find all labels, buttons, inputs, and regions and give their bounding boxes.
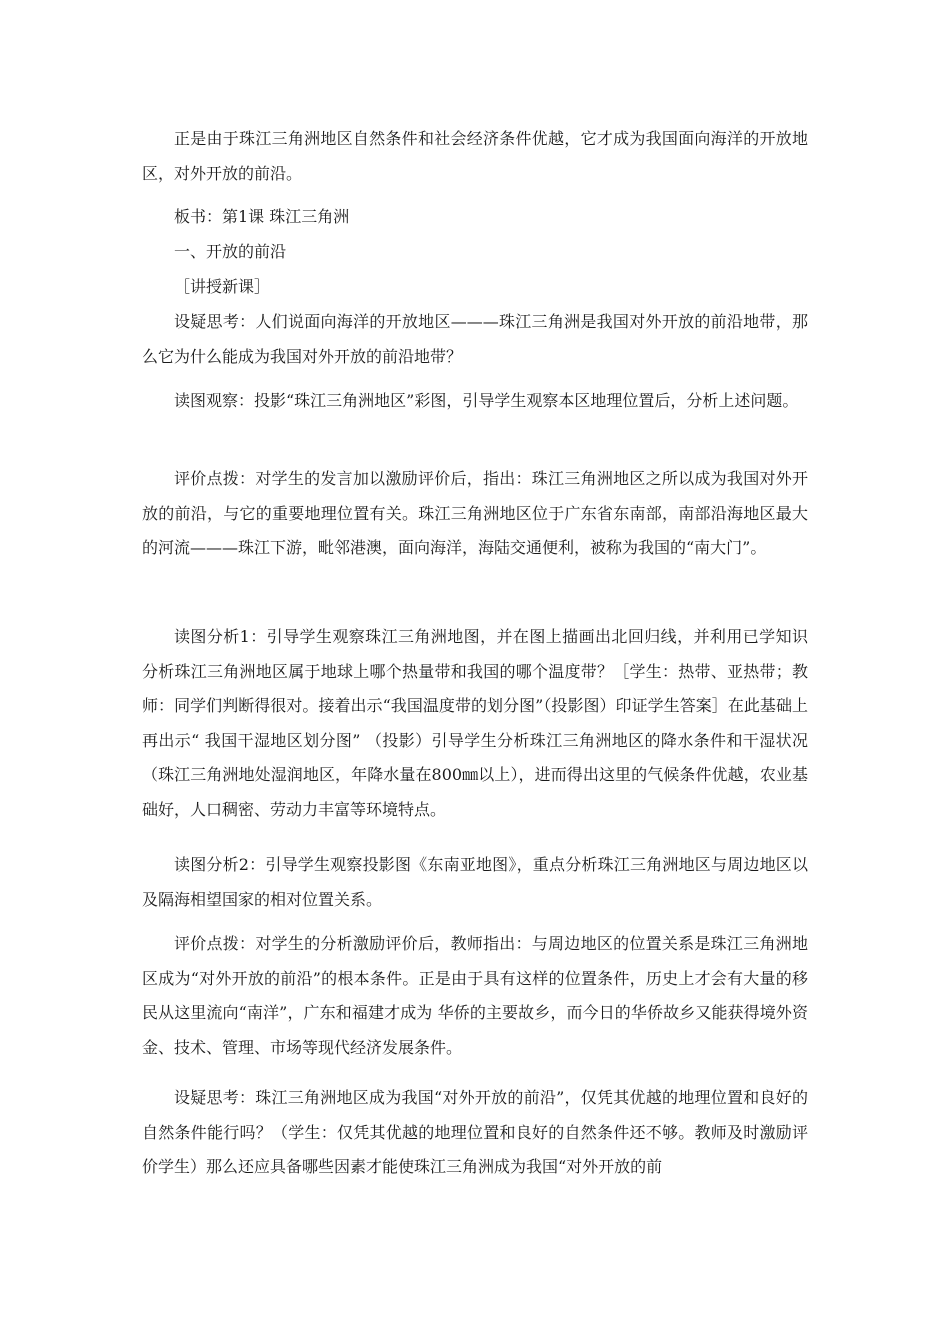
paragraph-map-analysis-2: 读图分析2：引导学生观察投影图《东南亚地图》，重点分析珠江三角洲地区与周边地区以及隔海相望国家的相对位置关系。 xyxy=(142,855,808,909)
paragraph-evaluation-1: 评价点拨：对学生的发言加以激励评价后，指出：珠江三角洲地区之所以成为我国对外开放的前沿，与它的重要地理位置有关。珠江三角洲地区位于广东省东南部，南部沿海地区最大的河流———珠江下游，毗邻港澳，面向海洋，海陆交通便利，被称为我国的“南大门”。 xyxy=(142,469,808,557)
paragraph-question-1: 设疑思考：人们说面向海洋的开放地区———珠江三角洲是我国对外开放的前沿地带，那么它为什么能成为我国对外开放的前沿地带？ xyxy=(142,312,808,366)
paragraph-section-heading: 一、开放的前沿 xyxy=(174,242,287,261)
paragraph-conclusion: 正是由于珠江三角洲地区自然条件和社会经济条件优越，它才成为我国面向海洋的开放地区，对外开放的前沿。 xyxy=(142,129,808,183)
paragraph-new-lesson-label: ［讲授新课］ xyxy=(174,277,271,296)
paragraph-map-observation: 读图观察：投影“珠江三角洲地区”彩图，引导学生观察本区地理位置后，分析上述问题。 xyxy=(174,391,799,410)
paragraph-evaluation-2: 评价点拨：对学生的分析激励评价后，教师指出：与周边地区的位置关系是珠江三角洲地区成为“对外开放的前沿”的根本条件。正是由于具有这样的位置条件，历史上才会有大量的移民从这里流向“南洋”，广东和福建才成为 华侨的主要故乡，而今日的华侨故乡又能获得境外资金、技术、管理、市场等现代经济发展条件。 xyxy=(142,934,808,1057)
paragraph-map-analysis-1: 读图分析1：引导学生观察珠江三角洲地图，并在图上描画出北回归线，并利用已学知识分析珠江三角洲地区属于地球上哪个热量带和我国的哪个温度带？［学生：热带、亚热带；教师：同学们判断得很对。接着出示“我国温度带的划分图”（投影图）印证学生答案］在此基础上再出示“ 我国干湿地区划分图” （投影）引导学生分析珠江三角洲地区的降水条件和干湿状况（珠江三角洲地处湿润地区，年降水量在800㎜以上），进而得出这里的气候条件优越，农业基础好，人口稠密、劳动力丰富等环境特点。 xyxy=(142,627,808,819)
paragraph-question-2: 设疑思考：珠江三角洲地区成为我国“对外开放的前沿”，仅凭其优越的地理位置和良好的自然条件能行吗？（学生：仅凭其优越的地理位置和良好的自然条件还不够。教师及时激励评价学生）那么还应具备哪些因素才能使珠江三角洲成为我国“对外开放的前 xyxy=(142,1088,808,1176)
paragraph-board-title: 板书：第1课 珠江三角洲 xyxy=(174,207,350,226)
